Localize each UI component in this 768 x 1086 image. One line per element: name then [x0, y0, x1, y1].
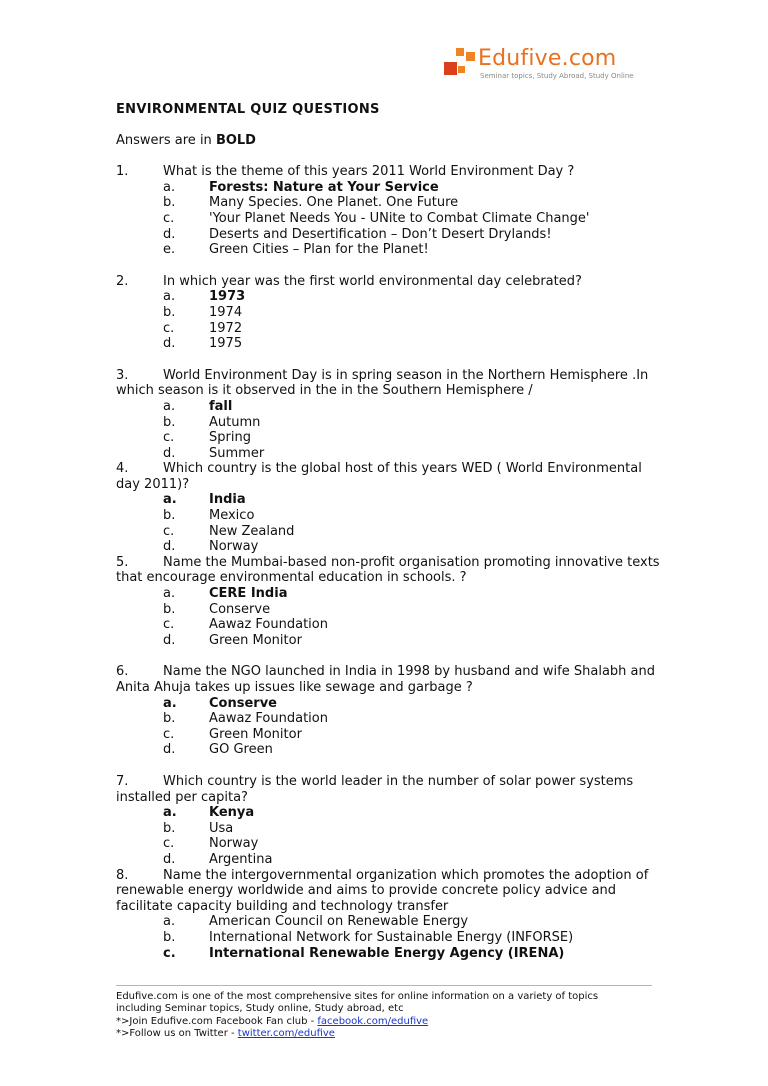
option-text: Deserts and Desertification – Don’t Desert Drylands! — [209, 226, 552, 242]
question-item — [116, 555, 661, 649]
question-item — [116, 461, 661, 555]
answer-option — [116, 805, 661, 821]
answer-option — [116, 492, 661, 508]
facebook-prefix: *>Join Edufive.com Facebook Fan club - — [116, 1015, 318, 1027]
answer-option — [116, 524, 661, 540]
answer-option — [116, 711, 661, 727]
answer-option — [116, 289, 661, 305]
option-text: CERE India — [209, 586, 288, 602]
option-letter: b. — [163, 304, 176, 320]
question-number: 8. — [116, 867, 129, 883]
question-body: Name the Mumbai-based non-profit organisation promoting innovative texts that encourage environmental education in schools. ? — [116, 554, 660, 586]
option-letter: c. — [163, 945, 176, 961]
footer-line: Edufive.com is one of the most comprehensive sites for online information on a variety of topics — [116, 991, 599, 1002]
option-letter: e. — [163, 242, 176, 258]
question-body: In which year was the first world environmental day celebrated? — [163, 273, 582, 289]
option-text: Conserve — [209, 695, 277, 711]
answer-option — [116, 508, 661, 524]
option-text: International Network for Sustainable Energy (INFORSE) — [209, 929, 574, 945]
question-number: 4. — [116, 461, 129, 477]
question-text — [116, 368, 661, 399]
logo-square-icon — [466, 52, 475, 61]
spacer — [116, 258, 661, 274]
logo-square-icon — [456, 48, 464, 56]
option-letter: c. — [163, 210, 175, 226]
option-text: Many Species. One Planet. One Future — [209, 195, 459, 211]
question-item — [116, 868, 661, 962]
option-letter: d. — [163, 539, 176, 555]
question-item — [116, 368, 661, 462]
answer-option — [116, 211, 661, 227]
option-text: Kenya — [209, 805, 255, 821]
option-letter: d. — [163, 742, 176, 758]
option-letter: c. — [163, 523, 175, 539]
option-text: 1973 — [209, 289, 246, 305]
question-text — [116, 868, 661, 915]
option-text: American Council on Renewable Energy — [209, 914, 469, 930]
question-text — [116, 274, 661, 290]
option-letter: a. — [163, 695, 177, 711]
option-letter: a. — [163, 179, 176, 195]
answer-option — [116, 602, 661, 618]
logo-square-icon — [458, 66, 465, 73]
option-text: Aawaz Foundation — [209, 617, 328, 633]
option-letter: b. — [163, 820, 176, 836]
option-text: Green Cities – Plan for the Planet! — [209, 242, 429, 258]
question-item — [116, 664, 661, 758]
question-number: 1. — [116, 164, 129, 180]
option-letter: a. — [163, 914, 176, 930]
footer-facebook — [116, 1016, 661, 1028]
document-title: ENVIRONMENTAL QUIZ QUESTIONS — [116, 102, 380, 117]
question-item — [116, 274, 661, 352]
twitter-link[interactable]: twitter.com/edufive — [237, 1028, 335, 1040]
option-text: Mexico — [209, 508, 255, 524]
option-letter: b. — [163, 601, 176, 617]
answer-option — [116, 336, 661, 352]
option-text: Forests: Nature at Your Service — [209, 179, 439, 195]
answer-option — [116, 227, 661, 243]
question-text — [116, 664, 661, 695]
option-text: Conserve — [209, 601, 271, 617]
question-body: Which country is the global host of this years WED ( World Environmental day 2011)? — [116, 461, 642, 492]
answer-option — [116, 430, 661, 446]
logo-square-icon — [444, 62, 457, 75]
answer-option — [116, 727, 661, 743]
answers-note-text: Answers are in — [116, 132, 216, 148]
twitter-prefix: *>Follow us on Twitter - — [116, 1028, 238, 1040]
option-letter: d. — [163, 851, 176, 867]
option-letter: b. — [163, 508, 176, 524]
question-body: Which country is the world leader in the number of solar power systems installed per capita? — [116, 773, 634, 805]
facebook-link[interactable]: facebook.com/edufive — [317, 1015, 429, 1027]
logo-tagline: Seminar topics, Study Abroad, Study Online — [480, 72, 634, 80]
option-text: Usa — [209, 820, 234, 836]
option-text: GO Green — [209, 742, 273, 758]
option-text: New Zealand — [209, 523, 295, 539]
edufive-logo — [444, 48, 644, 82]
option-text: fall — [209, 398, 233, 414]
option-letter: c. — [163, 726, 175, 742]
option-letter: a. — [163, 289, 176, 305]
question-text — [116, 555, 661, 586]
question-body: What is the theme of this years 2011 World Environment Day ? — [163, 164, 575, 180]
question-list — [116, 164, 661, 961]
answer-option — [116, 399, 661, 415]
answer-option — [116, 586, 661, 602]
answer-option — [116, 321, 661, 337]
option-letter: d. — [163, 336, 176, 352]
answers-note — [116, 133, 661, 149]
answers-note-bold: BOLD — [215, 132, 256, 148]
question-text — [116, 164, 661, 180]
option-text: 'Your Planet Needs You - UNite to Combat Climate Change' — [209, 210, 590, 226]
question-body: World Environment Day is in spring season in the Northern Hemisphere .In which season is it observed in the in the Southern Hemisphere / — [116, 367, 649, 399]
question-number: 6. — [116, 664, 129, 680]
option-text: Green Monitor — [209, 726, 302, 742]
option-letter: a. — [163, 398, 176, 414]
question-text — [116, 774, 661, 805]
answer-option — [116, 836, 661, 852]
option-letter: c. — [163, 320, 175, 336]
option-text: Argentina — [209, 851, 273, 867]
question-item — [116, 774, 661, 868]
option-letter: a. — [163, 492, 177, 508]
answer-option — [116, 446, 661, 462]
question-number: 3. — [116, 367, 129, 383]
option-text: 1975 — [209, 336, 243, 352]
option-text: Autumn — [209, 414, 261, 430]
option-letter: b. — [163, 195, 176, 211]
answer-option — [116, 696, 661, 712]
option-letter: c. — [163, 430, 175, 446]
answer-option — [116, 633, 661, 649]
option-letter: a. — [163, 805, 177, 821]
option-text: Aawaz Foundation — [209, 711, 328, 727]
footer-line: including Seminar topics, Study online, Study abroad, etc — [116, 1003, 404, 1015]
answer-option — [116, 821, 661, 837]
option-text: Norway — [209, 836, 259, 852]
answer-option — [116, 415, 661, 431]
question-body: Name the NGO launched in India in 1998 by husband and wife Shalabh and Anita Ahuja takes up issues like sewage and garbage ? — [116, 664, 655, 695]
answer-option — [116, 195, 661, 211]
answer-option — [116, 539, 661, 555]
answer-option — [116, 914, 661, 930]
logo-name: Edufive.com — [478, 46, 617, 71]
option-letter: b. — [163, 711, 176, 727]
option-letter: d. — [163, 632, 176, 648]
answer-option — [116, 242, 661, 258]
answer-option — [116, 930, 661, 946]
option-text: Spring — [209, 430, 251, 446]
quiz-document — [116, 102, 661, 961]
question-item — [116, 164, 661, 258]
question-text — [116, 461, 661, 492]
spacer — [116, 352, 661, 368]
answer-option — [116, 305, 661, 321]
option-letter: d. — [163, 445, 176, 461]
option-letter: c. — [163, 836, 175, 852]
answer-option — [116, 617, 661, 633]
option-letter: a. — [163, 586, 176, 602]
question-number: 2. — [116, 273, 129, 289]
option-text: 1972 — [209, 320, 243, 336]
option-letter: b. — [163, 929, 176, 945]
option-letter: c. — [163, 617, 175, 633]
option-text: International Renewable Energy Agency (IRENA) — [209, 945, 565, 961]
option-text: Norway — [209, 539, 259, 555]
option-text: Summer — [209, 445, 265, 461]
option-text: 1974 — [209, 304, 243, 320]
option-letter: d. — [163, 226, 176, 242]
question-body: Name the intergovernmental organization which promotes the adoption of renewable energy worldwide and aims to provide concrete policy advice and facilitate capacity building and technology transfer — [116, 867, 649, 914]
footer-twitter — [116, 1028, 661, 1040]
answer-option — [116, 742, 661, 758]
footer — [116, 991, 661, 1041]
question-number: 5. — [116, 554, 129, 570]
option-text: Green Monitor — [209, 632, 302, 648]
option-text: India — [209, 492, 246, 508]
answer-option — [116, 852, 661, 868]
footer-divider — [116, 985, 652, 986]
option-letter: b. — [163, 414, 176, 430]
spacer — [116, 758, 661, 774]
question-number: 7. — [116, 773, 129, 789]
spacer — [116, 648, 661, 664]
answer-option — [116, 180, 661, 196]
answer-option — [116, 946, 661, 962]
